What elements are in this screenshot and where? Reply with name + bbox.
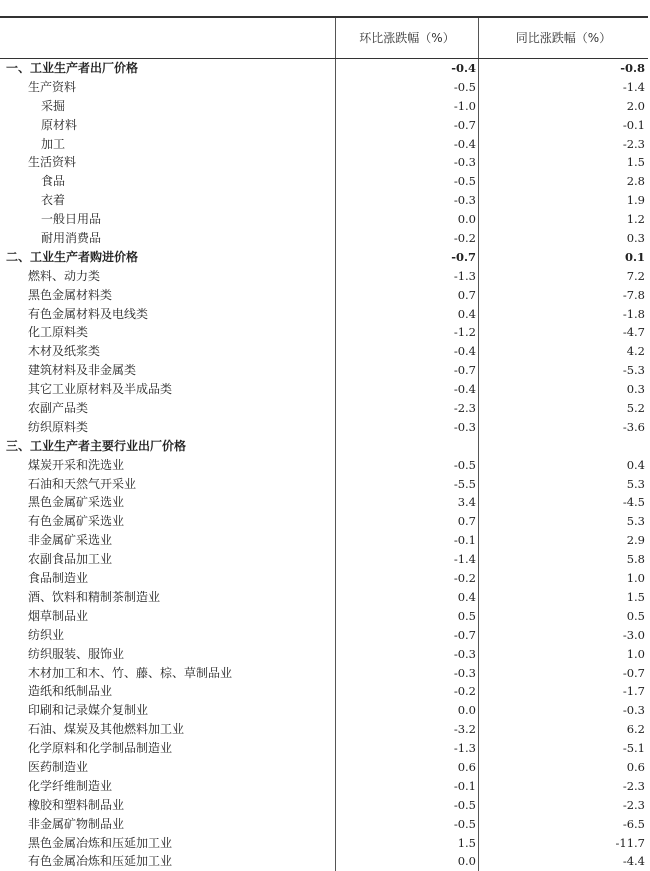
- yoy-value: 0.1: [624, 249, 645, 264]
- mom-value: -0.5: [453, 79, 476, 94]
- table-row: [0, 153, 648, 172]
- table-body: [0, 59, 648, 871]
- mom-value: -0.3: [453, 665, 476, 680]
- row-label: 燃料、动力类: [28, 268, 101, 283]
- row-label: 三、工业生产者主要行业出厂价格: [6, 438, 187, 453]
- yoy-value: -5.1: [622, 741, 645, 756]
- yoy-value: -5.3: [622, 363, 645, 378]
- mom-value: 0.0: [457, 212, 476, 227]
- yoy-value: -3.0: [622, 627, 645, 642]
- yoy-value: 0.5: [626, 608, 645, 623]
- yoy-value: 5.2: [626, 401, 645, 416]
- mom-value: -3.2: [453, 722, 476, 737]
- yoy-value: 2.9: [626, 533, 645, 548]
- yoy-value: 1.5: [626, 155, 645, 170]
- yoy-value: 1.5: [626, 589, 645, 604]
- yoy-value: -2.3: [622, 797, 645, 812]
- row-label: 纺织原料类: [28, 419, 89, 434]
- mom-value: -0.2: [453, 231, 476, 246]
- mom-value: -0.3: [453, 193, 476, 208]
- yoy-value: -1.7: [622, 684, 645, 699]
- mom-value: -2.3: [453, 401, 476, 416]
- yoy-value: 5.3: [626, 514, 645, 529]
- yoy-value: 0.3: [626, 382, 645, 397]
- yoy-value: -6.5: [622, 816, 645, 831]
- table-row: [0, 682, 648, 701]
- row-label: 生活资料: [28, 155, 77, 170]
- row-label: 二、工业生产者购进价格: [6, 249, 139, 264]
- mom-value: -0.4: [453, 344, 476, 359]
- row-label: 耐用消费品: [41, 231, 102, 246]
- table-row: [0, 607, 648, 626]
- mom-value: -0.7: [453, 117, 476, 132]
- table-row: [0, 512, 648, 531]
- table-row: [0, 305, 648, 324]
- table-row: [0, 701, 648, 720]
- table-row: [0, 645, 648, 664]
- row-label: 非金属矿采选业: [28, 533, 113, 548]
- table-row: [0, 758, 648, 777]
- yoy-value: 2.8: [626, 174, 645, 189]
- yoy-value: 0.6: [626, 759, 645, 774]
- row-label: 化工原料类: [28, 325, 89, 340]
- mom-value: 3.4: [457, 495, 476, 510]
- yoy-value: -0.7: [622, 665, 645, 680]
- yoy-value: -3.6: [622, 419, 645, 434]
- mom-value: -0.3: [453, 155, 476, 170]
- row-label: 农副产品类: [28, 401, 89, 416]
- mom-value: -0.5: [453, 797, 476, 812]
- mom-value: [336, 437, 476, 456]
- row-label: 食品制造业: [28, 571, 89, 586]
- row-label: 橡胶和塑料制品业: [28, 797, 125, 812]
- mom-value: 0.7: [457, 514, 476, 529]
- row-label: 纺织服装、服饰业: [28, 646, 125, 661]
- mom-value: -1.3: [453, 268, 476, 283]
- mom-value: -0.2: [453, 684, 476, 699]
- row-label: 印刷和记录媒介复制业: [28, 703, 149, 718]
- table-row: [0, 777, 648, 796]
- row-label: 有色金属材料及电线类: [28, 306, 149, 321]
- row-label: 黑色金属矿采选业: [28, 495, 125, 510]
- yoy-value: 1.0: [626, 646, 645, 661]
- row-label: 医药制造业: [28, 759, 89, 774]
- table-row: [0, 380, 648, 399]
- mom-value: 0.4: [457, 589, 476, 604]
- table-row: [0, 796, 648, 815]
- row-label: 有色金属冶炼和压延加工业: [28, 854, 173, 869]
- yoy-value: -2.3: [622, 778, 645, 793]
- table-row: [0, 116, 648, 135]
- yoy-value: -4.7: [622, 325, 645, 340]
- table-row: [0, 664, 648, 683]
- yoy-value: -0.8: [620, 61, 645, 75]
- table-row: [0, 852, 648, 871]
- row-label: 烟草制品业: [28, 608, 89, 623]
- mom-value: -1.3: [453, 741, 476, 756]
- section-row: [0, 248, 648, 267]
- row-label: 石油和天然气开采业: [28, 476, 137, 491]
- yoy-value: 7.2: [626, 268, 645, 283]
- row-label: 食品: [41, 174, 66, 189]
- table-row: [0, 267, 648, 286]
- row-label: 衣着: [41, 193, 66, 208]
- mom-value: -0.3: [453, 646, 476, 661]
- mom-value: -0.7: [453, 363, 476, 378]
- mom-value: -0.5: [453, 457, 476, 472]
- mom-value: -0.2: [453, 571, 476, 586]
- table-row: [0, 493, 648, 512]
- table-row: [0, 361, 648, 380]
- mom-value: 0.4: [457, 306, 476, 321]
- yoy-value: 4.2: [626, 344, 645, 359]
- table-row: [0, 210, 648, 229]
- yoy-value: 5.3: [626, 476, 645, 491]
- mom-value: -5.5: [453, 476, 476, 491]
- row-label: 采掘: [41, 98, 66, 113]
- yoy-value: -11.7: [615, 835, 645, 850]
- yoy-value: 0.3: [626, 231, 645, 246]
- mom-value: -0.3: [453, 419, 476, 434]
- row-label: 木材加工和木、竹、藤、棕、草制品业: [28, 665, 233, 680]
- yoy-value: -1.4: [622, 79, 645, 94]
- table-row: [0, 588, 648, 607]
- table-row: [0, 97, 648, 116]
- row-label: 黑色金属冶炼和压延加工业: [28, 835, 173, 850]
- table-row: [0, 229, 648, 248]
- mom-value: -0.5: [453, 174, 476, 189]
- table-row: [0, 739, 648, 758]
- yoy-value: 6.2: [626, 722, 645, 737]
- row-label: 一、工业生产者出厂价格: [6, 61, 139, 75]
- table-row: [0, 191, 648, 210]
- yoy-value: -7.8: [622, 287, 645, 302]
- yoy-value: 1.9: [626, 193, 645, 208]
- mom-value: 0.5: [457, 608, 476, 623]
- yoy-value: -0.1: [622, 117, 645, 132]
- section-row: [0, 437, 648, 456]
- mom-value: -1.0: [453, 98, 476, 113]
- table-row: [0, 135, 648, 154]
- row-label: 生产资料: [28, 79, 77, 94]
- table-row: [0, 569, 648, 588]
- mom-value: -1.4: [453, 552, 476, 567]
- yoy-value: 0.4: [626, 457, 645, 472]
- mom-value: -0.4: [451, 61, 476, 75]
- yoy-value: 1.0: [626, 571, 645, 586]
- yoy-value: 2.0: [626, 98, 645, 113]
- row-label: 农副食品加工业: [28, 552, 113, 567]
- row-label: 酒、饮料和精制茶制造业: [28, 589, 161, 604]
- yoy-value: -1.8: [622, 306, 645, 321]
- table-row: [0, 399, 648, 418]
- table-row: [0, 323, 648, 342]
- mom-value: 1.5: [457, 835, 476, 850]
- header-mom: 环比涨跌幅（%）: [359, 31, 455, 45]
- header-yoy: 同比涨跌幅（%）: [515, 31, 612, 45]
- yoy-value: -4.5: [622, 495, 645, 510]
- mom-value: 0.7: [457, 287, 476, 302]
- row-label: 纺织业: [28, 627, 65, 642]
- mom-value: -0.7: [451, 249, 476, 264]
- row-label: 化学纤维制造业: [28, 778, 113, 793]
- table-row: [0, 418, 648, 437]
- mom-value: 0.0: [457, 703, 476, 718]
- table-row: [0, 456, 648, 475]
- yoy-value: [479, 437, 645, 456]
- row-label: 其它工业原材料及半成品类: [28, 382, 173, 397]
- mom-value: -1.2: [453, 325, 476, 340]
- table-row: [0, 815, 648, 834]
- row-label: 木材及纸浆类: [28, 344, 101, 359]
- section-row: [0, 59, 648, 78]
- mom-value: -0.5: [453, 816, 476, 831]
- row-label: 建筑材料及非金属类: [28, 363, 137, 378]
- mom-value: -0.1: [453, 533, 476, 548]
- yoy-value: 1.2: [626, 212, 645, 227]
- price-index-table: [0, 16, 648, 871]
- mom-value: 0.6: [457, 759, 476, 774]
- table-row: [0, 172, 648, 191]
- row-label: 石油、煤炭及其他燃料加工业: [28, 722, 185, 737]
- yoy-value: -2.3: [622, 136, 645, 151]
- table-row: [0, 286, 648, 305]
- table-row: [0, 834, 648, 853]
- row-label: 造纸和纸制品业: [28, 684, 113, 699]
- yoy-value: -4.4: [622, 854, 645, 869]
- row-label: 加工: [41, 136, 66, 151]
- table-row: [0, 720, 648, 739]
- table-row: [0, 531, 648, 550]
- row-label: 一般日用品: [41, 212, 102, 227]
- mom-value: -0.4: [453, 382, 476, 397]
- table-row: [0, 626, 648, 645]
- row-label: 化学原料和化学制品制造业: [28, 741, 173, 756]
- row-label: 有色金属矿采选业: [28, 514, 125, 529]
- mom-value: 0.0: [457, 854, 476, 869]
- row-label: 原材料: [41, 117, 78, 132]
- table-row: [0, 78, 648, 97]
- table-row: [0, 475, 648, 494]
- yoy-value: 5.8: [626, 552, 645, 567]
- mom-value: -0.1: [453, 778, 476, 793]
- yoy-value: -0.3: [622, 703, 645, 718]
- row-label: 非金属矿物制品业: [28, 816, 125, 831]
- mom-value: -0.7: [453, 627, 476, 642]
- mom-value: -0.4: [453, 136, 476, 151]
- table-header: [0, 16, 648, 59]
- row-label: 黑色金属材料类: [28, 287, 113, 302]
- row-label: 煤炭开采和洗选业: [28, 457, 125, 472]
- table-row: [0, 550, 648, 569]
- table-row: [0, 342, 648, 361]
